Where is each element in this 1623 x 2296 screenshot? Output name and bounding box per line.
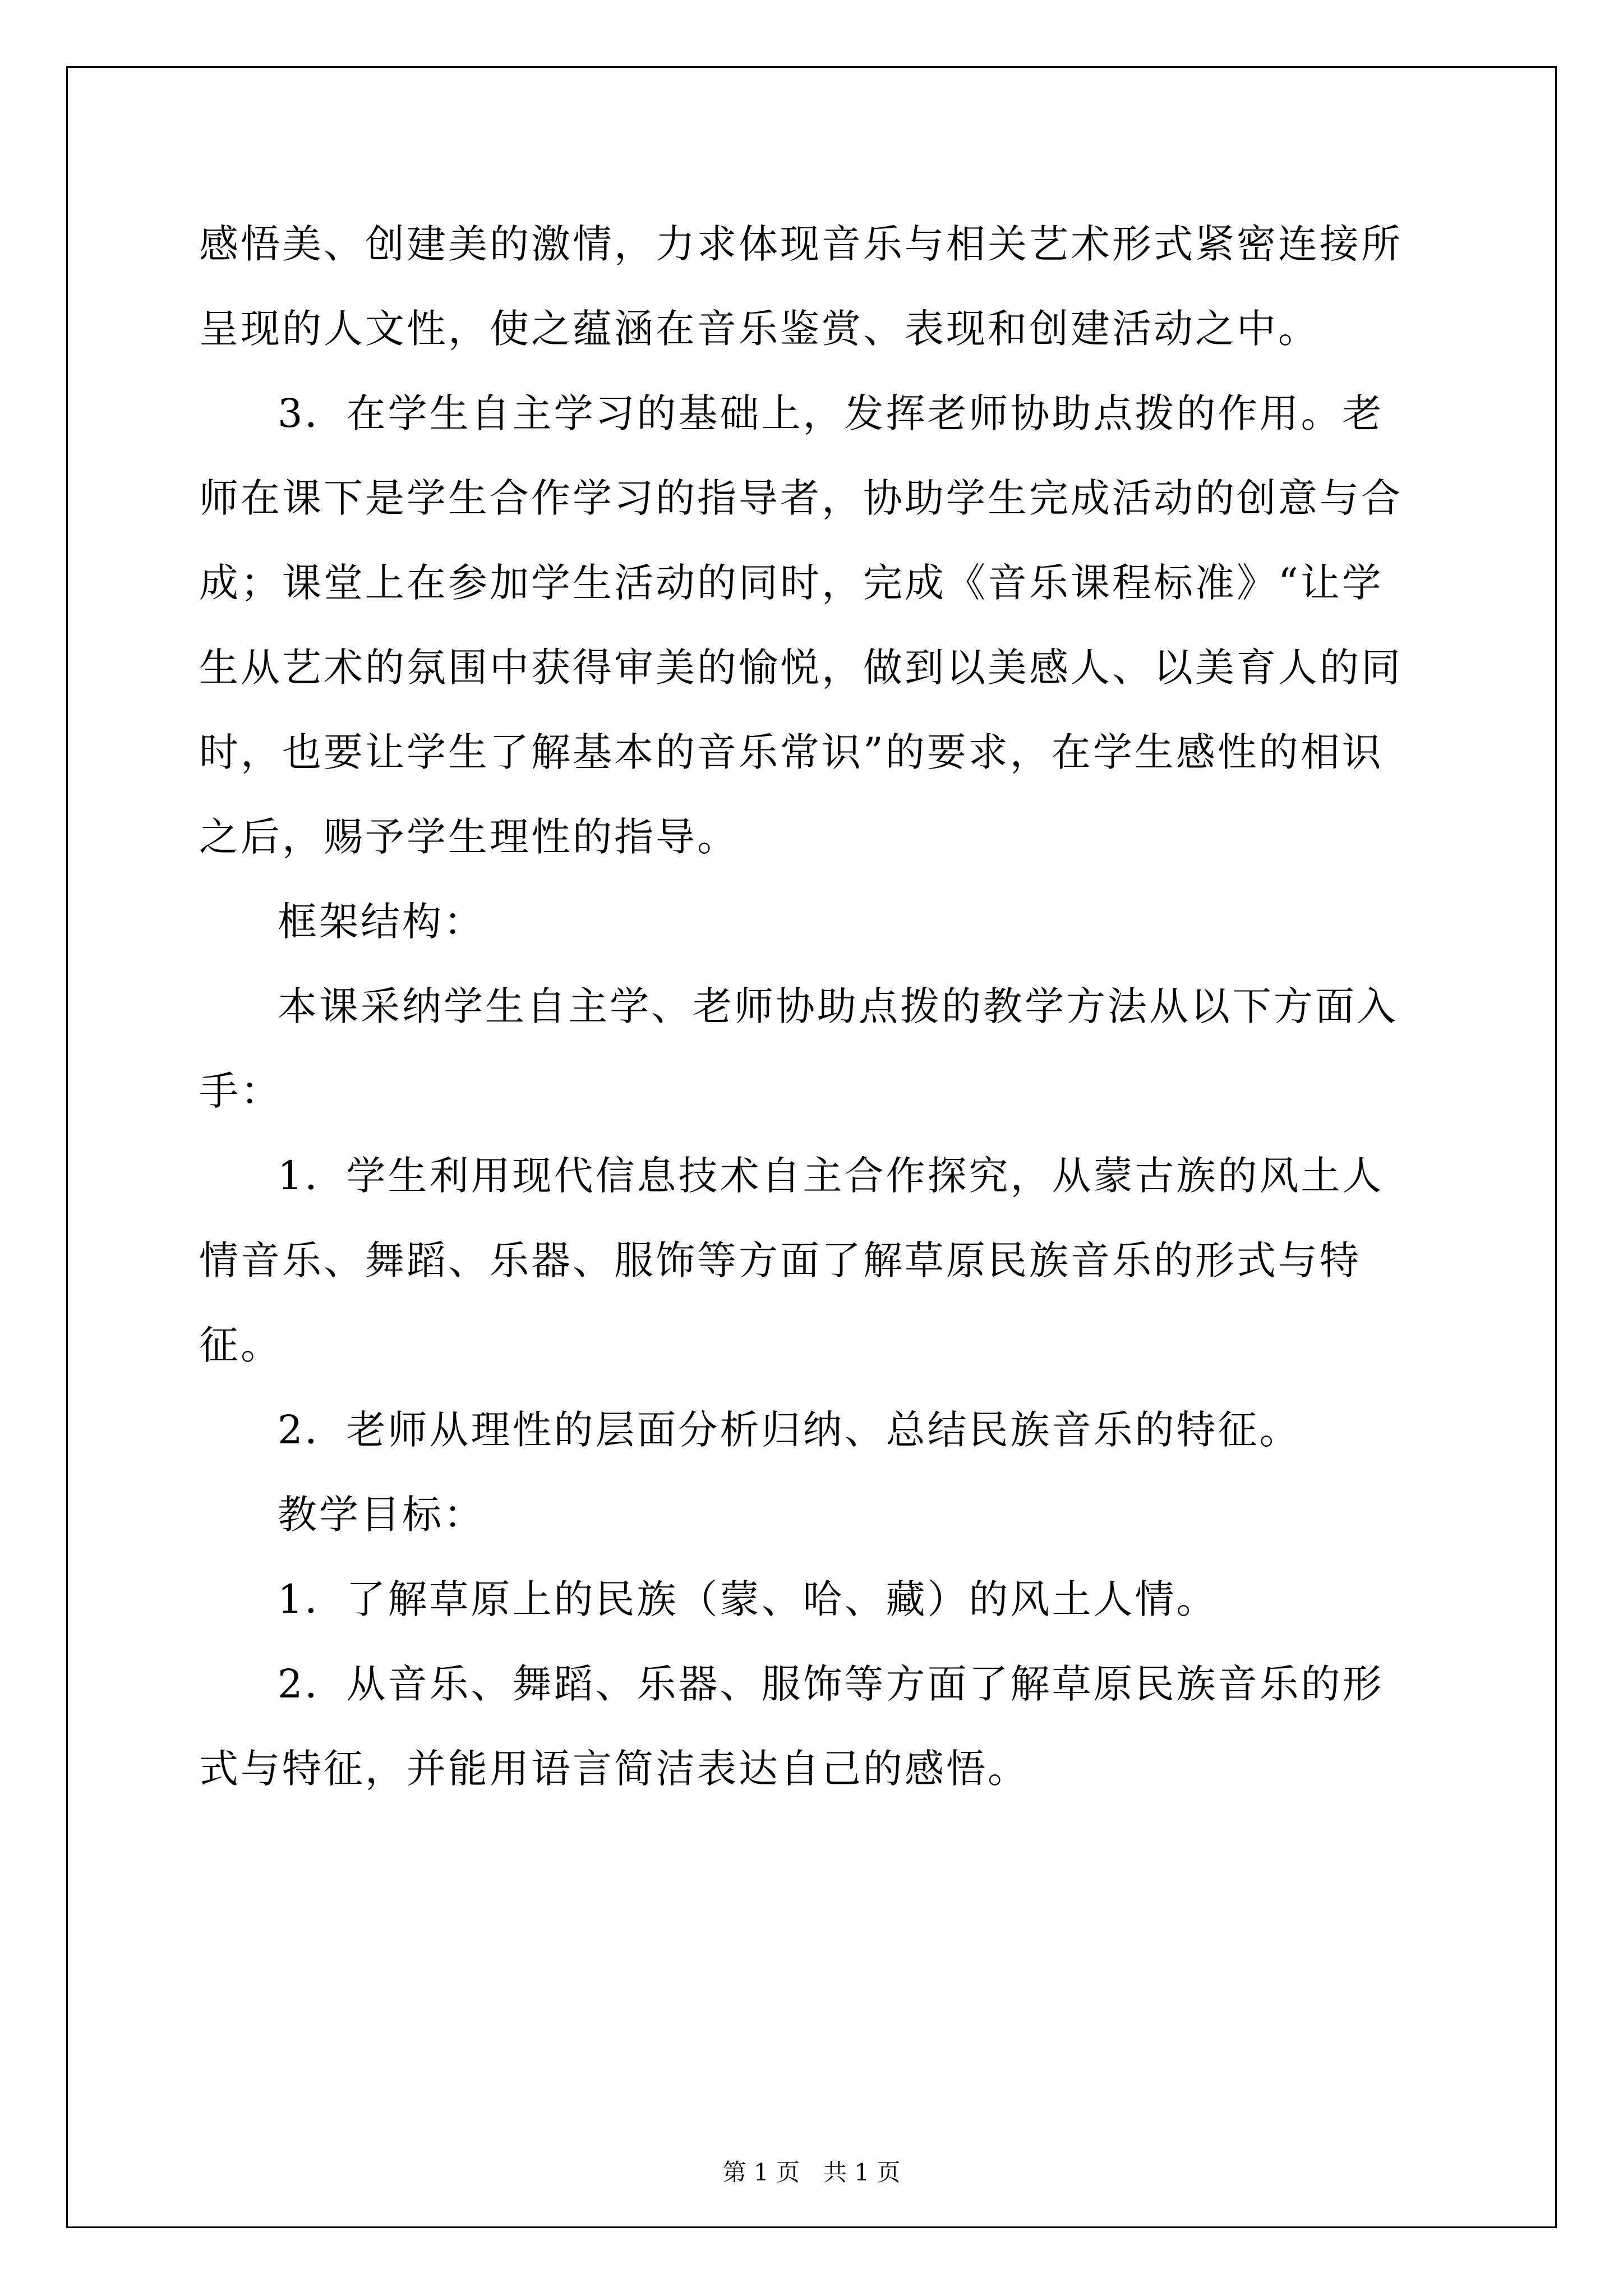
- paragraph-objective-2: 2．从音乐、舞蹈、乐器、服饰等方面了解草原民族音乐的形式与特征，并能用语言简洁表达自己的感悟。: [199, 1661, 1384, 1792]
- heading-objectives: 教学目标：: [278, 1492, 485, 1538]
- paragraph-objective-1: 1．了解草原上的民族（蒙、哈、藏）的风土人情。: [278, 1576, 1218, 1622]
- paragraph-point-3: 3．在学生自主学习的基础上，发挥老师协助点拨的作用。老师在课下是学生合作学习的指导者，协助学生完成活动的创意与合成；课堂上在参加学生活动的同时，完成《音乐课程标准》“让学生从艺术的氛围中获得审美的愉悦，做到以美感人、以美育人的同时，也要让学生了解基本的音乐常识”的要求，在学生感性的相识之后，赐予学生理性的指导。: [199, 390, 1403, 860]
- paragraph-method: 本课采纳学生自主学、老师协助点拨的教学方法从以下方面入手：: [199, 983, 1398, 1114]
- heading-framework: 框架结构：: [278, 899, 485, 945]
- document-body: [199, 202, 1422, 1811]
- page-number: 第 1 页 共 1 页: [722, 2159, 901, 2186]
- paragraph-framework-1: 1．学生利用现代信息技术自主合作探究，从蒙古族的风土人情音乐、舞蹈、乐器、服饰等方面了解草原民族音乐的形式与特征。: [199, 1153, 1384, 1368]
- page-footer: [0, 2154, 1623, 2188]
- paragraph-continuation: 感悟美、创建美的激情，力求体现音乐与相关艺术形式紧密连接所呈现的人文性，使之蕴涵在音乐鉴赏、表现和创建活动之中。: [199, 221, 1403, 352]
- paragraph-framework-2: 2．老师从理性的层面分析归纳、总结民族音乐的特征。: [278, 1407, 1301, 1453]
